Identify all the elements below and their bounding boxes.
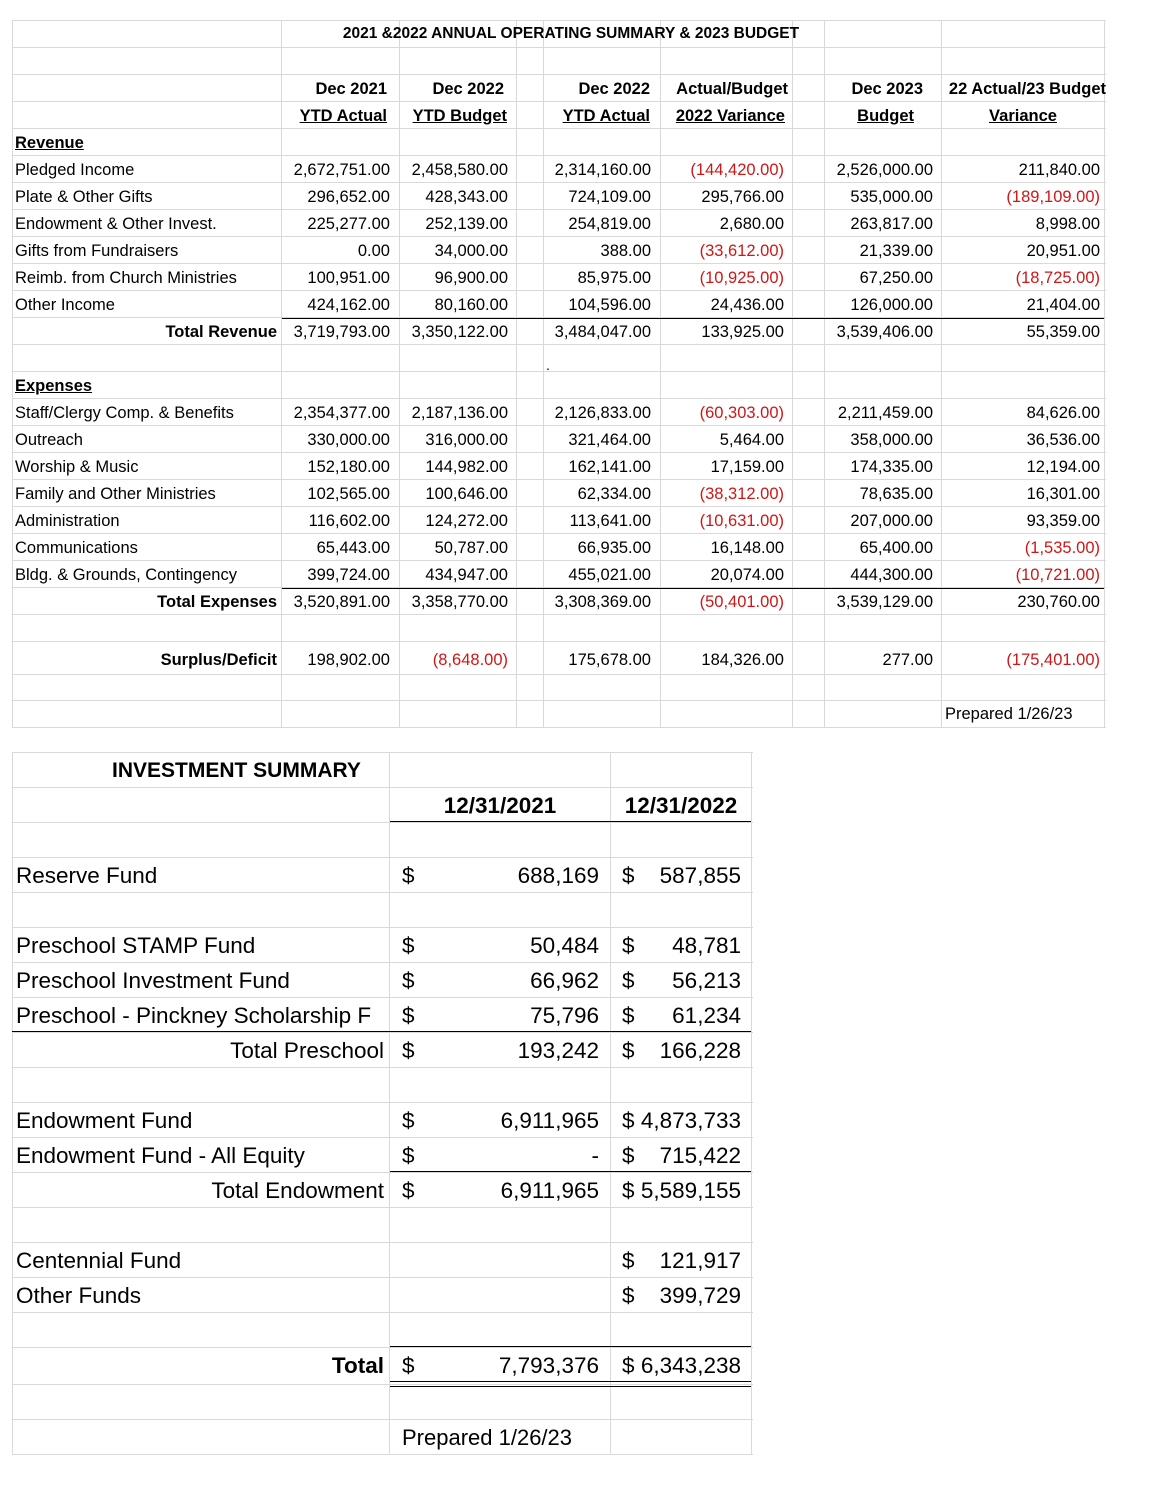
value-cell: 174,335.00 — [850, 458, 933, 476]
value-2021: 688,169 — [517, 863, 599, 888]
value-cell: 2,354,377.00 — [293, 404, 390, 422]
header-actual-budget: Actual/Budget — [676, 80, 788, 98]
value-cell: 65,400.00 — [859, 539, 933, 557]
fund-label: Preschool - Pinckney Scholarship F — [16, 1003, 372, 1028]
row-label: Plate & Other Gifts — [15, 188, 153, 206]
value-cell: (60,303.00) — [699, 404, 784, 422]
currency-symbol: $ — [622, 863, 635, 888]
currency-symbol: $ — [622, 1353, 635, 1378]
fund-label: Endowment Fund - All Equity — [16, 1143, 305, 1168]
value-cell: 295,766.00 — [701, 188, 784, 206]
currency-symbol: $ — [622, 933, 635, 958]
expenses-heading: Expenses — [15, 377, 93, 395]
value-cell: 225,277.00 — [307, 215, 390, 233]
value-2022: 4,873,733 — [640, 1108, 741, 1133]
value-2022: 166,228 — [659, 1038, 741, 1063]
value-cell: 21,339.00 — [859, 242, 933, 260]
value-cell: 16,148.00 — [710, 539, 784, 557]
value-cell: 116,602.00 — [308, 512, 390, 530]
operating-title: 2021 &2022 ANNUAL OPERATING SUMMARY & 2023 BUDGET — [342, 25, 800, 42]
currency-symbol: $ — [402, 1178, 415, 1203]
value-cell: (10,925.00) — [699, 269, 784, 287]
fund-label: Endowment Fund — [16, 1108, 193, 1133]
value-cell: 162,141.00 — [568, 458, 651, 476]
value-cell: 93,359.00 — [1026, 512, 1100, 530]
grand-total-top-rule — [390, 1346, 751, 1347]
header-ytd-actual-2022: YTD Actual — [562, 107, 650, 125]
value-cell: 277.00 — [882, 651, 933, 669]
value-2022: 5,589,155 — [640, 1178, 741, 1203]
value-cell: 3,484,047.00 — [554, 323, 651, 341]
value-cell: 85,975.00 — [577, 269, 651, 287]
currency-symbol: $ — [622, 1143, 635, 1168]
revenue-heading: Revenue — [15, 134, 84, 152]
value-cell: (50,401.00) — [699, 593, 784, 611]
fund-label: Preschool STAMP Fund — [16, 933, 256, 958]
value-cell: 126,000.00 — [850, 296, 933, 314]
value-cell: 152,180.00 — [307, 458, 390, 476]
currency-symbol: $ — [402, 1038, 415, 1063]
currency-symbol: $ — [402, 1108, 415, 1133]
value-cell: 3,539,129.00 — [836, 593, 933, 611]
row-label: Other Income — [15, 296, 115, 314]
currency-symbol: $ — [402, 933, 415, 958]
currency-symbol: $ — [622, 1038, 635, 1063]
value-cell: 104,596.00 — [568, 296, 651, 314]
value-cell: 207,000.00 — [850, 512, 933, 530]
value-cell: 175,678.00 — [568, 651, 651, 669]
value-cell: 21,404.00 — [1026, 296, 1100, 314]
row-label: Pledged Income — [15, 161, 135, 179]
value-cell: 455,021.00 — [568, 566, 651, 584]
total-preschool-rule — [12, 1031, 751, 1032]
value-2021: 193,242 — [517, 1038, 599, 1063]
value-cell: 2,672,751.00 — [293, 161, 390, 179]
value-cell: 2,126,833.00 — [554, 404, 651, 422]
value-cell: 144,982.00 — [425, 458, 508, 476]
value-2021: 75,796 — [530, 1003, 599, 1028]
value-cell: 55,359.00 — [1026, 323, 1100, 341]
fund-label: Reserve Fund — [16, 863, 158, 888]
value-cell: (38,312.00) — [699, 485, 784, 503]
header-dec2022-budget: Dec 2022 — [432, 80, 504, 98]
header-rule — [390, 821, 751, 822]
currency-symbol: $ — [402, 1353, 415, 1378]
value-cell: 3,520,891.00 — [293, 593, 390, 611]
investment-prepared-note: Prepared 1/26/23 — [402, 1425, 573, 1450]
header-variance: Variance — [989, 107, 1057, 125]
value-cell: 3,308,369.00 — [554, 593, 651, 611]
grand-total-double-rule-1 — [390, 1381, 751, 1382]
row-label: Administration — [15, 512, 120, 530]
value-cell: (18,725.00) — [1015, 269, 1100, 287]
value-cell: 184,326.00 — [701, 651, 784, 669]
value-cell: 67,250.00 — [859, 269, 933, 287]
value-cell: 724,109.00 — [568, 188, 651, 206]
value-cell: 34,000.00 — [434, 242, 508, 260]
value-cell: 198,902.00 — [307, 651, 390, 669]
value-2022: 48,781 — [672, 933, 741, 958]
value-2021: 6,911,965 — [500, 1178, 599, 1203]
fund-label: Centennial Fund — [16, 1248, 182, 1273]
value-cell: 444,300.00 — [850, 566, 933, 584]
stray-mark: . — [546, 357, 550, 373]
row-label: Total Revenue — [165, 323, 277, 341]
value-cell: 65,443.00 — [316, 539, 390, 557]
value-cell: 316,000.00 — [425, 431, 508, 449]
total-expenses-rule — [282, 588, 1104, 589]
row-label: Outreach — [15, 431, 83, 449]
value-cell: (1,535.00) — [1024, 539, 1100, 557]
currency-symbol: $ — [622, 1108, 635, 1133]
value-cell: (10,631.00) — [699, 512, 784, 530]
value-cell: 399,724.00 — [307, 566, 390, 584]
value-cell: 100,646.00 — [425, 485, 508, 503]
currency-symbol: $ — [402, 1143, 415, 1168]
value-cell: (33,612.00) — [699, 242, 784, 260]
fund-label: Other Funds — [16, 1283, 142, 1308]
investment-title: INVESTMENT SUMMARY — [112, 759, 361, 782]
value-cell: 133,925.00 — [701, 323, 784, 341]
header-ytd-actual-2021: YTD Actual — [299, 107, 387, 125]
fund-label: Total Preschool — [230, 1038, 384, 1063]
value-2022: 6,343,238 — [640, 1353, 741, 1378]
currency-symbol: $ — [622, 1178, 635, 1203]
value-cell: 3,350,122.00 — [411, 323, 508, 341]
total-endowment-rule — [390, 1171, 751, 1172]
value-cell: 424,162.00 — [307, 296, 390, 314]
value-cell: 535,000.00 — [850, 188, 933, 206]
value-cell: 0.00 — [357, 242, 390, 260]
value-cell: 296,652.00 — [307, 188, 390, 206]
value-2021 — [432, 1243, 599, 1278]
value-cell: 2,187,136.00 — [411, 404, 508, 422]
value-cell: 84,626.00 — [1026, 404, 1100, 422]
value-cell: 113,641.00 — [569, 512, 651, 530]
header-dec2021: Dec 2021 — [315, 80, 387, 98]
row-label: Staff/Clergy Comp. & Benefits — [15, 404, 234, 422]
value-2022: 587,855 — [659, 863, 741, 888]
value-cell: (10,721.00) — [1015, 566, 1100, 584]
value-cell: 102,565.00 — [307, 485, 390, 503]
value-2021 — [432, 1278, 599, 1313]
value-cell: 8,998.00 — [1035, 215, 1100, 233]
value-cell: 388.00 — [600, 242, 651, 260]
value-cell: (189,109.00) — [1006, 188, 1100, 206]
value-2022: 715,422 — [659, 1143, 741, 1168]
value-cell: 2,211,459.00 — [837, 404, 933, 422]
header-dec2023: Dec 2023 — [851, 80, 923, 98]
value-cell: 330,000.00 — [307, 431, 390, 449]
currency-symbol: $ — [622, 968, 635, 993]
value-cell: 24,436.00 — [710, 296, 784, 314]
value-2021: - — [591, 1143, 599, 1168]
value-2021: 6,911,965 — [500, 1108, 599, 1133]
header-ytd-budget-2022: YTD Budget — [412, 107, 507, 125]
grand-total-double-rule-2 — [390, 1386, 751, 1387]
value-cell: 50,787.00 — [434, 539, 508, 557]
currency-symbol: $ — [402, 1003, 415, 1028]
value-cell: 3,358,770.00 — [411, 593, 508, 611]
row-label: Surplus/Deficit — [160, 651, 277, 669]
value-cell: 78,635.00 — [859, 485, 933, 503]
operating-prepared-note: Prepared 1/26/23 — [945, 705, 1073, 723]
value-cell: 2,314,160.00 — [554, 161, 651, 179]
row-label: Total Expenses — [157, 593, 277, 611]
currency-symbol: $ — [622, 1283, 635, 1308]
header-22-23-variance: 22 Actual/23 Budget — [948, 80, 1106, 98]
row-label: Gifts from Fundraisers — [15, 242, 179, 260]
fund-label: Total — [331, 1353, 384, 1378]
value-cell: (144,420.00) — [690, 161, 784, 179]
value-cell: 12,194.00 — [1026, 458, 1100, 476]
value-cell: 124,272.00 — [425, 512, 508, 530]
value-2022: 399,729 — [659, 1283, 741, 1308]
value-cell: 20,951.00 — [1026, 242, 1100, 260]
value-2022: 56,213 — [672, 968, 741, 993]
currency-symbol: $ — [622, 1248, 635, 1273]
fund-label: Total Endowment — [211, 1178, 384, 1203]
value-2022: 61,234 — [672, 1003, 741, 1028]
row-label: Family and Other Ministries — [15, 485, 216, 503]
value-cell: (175,401.00) — [1006, 651, 1100, 669]
value-cell: 230,760.00 — [1017, 593, 1100, 611]
value-cell: 2,680.00 — [719, 215, 784, 233]
value-cell: 252,139.00 — [425, 215, 508, 233]
value-cell: 5,464.00 — [719, 431, 784, 449]
value-cell: 2,458,580.00 — [411, 161, 508, 179]
value-cell: 2,526,000.00 — [836, 161, 933, 179]
currency-symbol: $ — [622, 1003, 635, 1028]
value-cell: 17,159.00 — [710, 458, 784, 476]
value-cell: 100,951.00 — [307, 269, 390, 287]
row-label: Bldg. & Grounds, Contingency — [15, 566, 237, 584]
value-cell: 80,160.00 — [434, 296, 508, 314]
row-label: Communications — [15, 539, 138, 557]
value-cell: 66,935.00 — [577, 539, 651, 557]
row-label: Endowment & Other Invest. — [15, 215, 217, 233]
operating-summary-sheet — [12, 20, 1106, 728]
value-2021: 66,962 — [530, 968, 599, 993]
investment-col-2021: 12/31/2021 — [443, 793, 557, 818]
value-2021: 7,793,376 — [498, 1353, 599, 1378]
row-label: Worship & Music — [15, 458, 139, 476]
value-cell: 428,343.00 — [425, 188, 508, 206]
value-cell: 211,840.00 — [1018, 161, 1100, 179]
value-cell: 96,900.00 — [434, 269, 508, 287]
value-cell: 16,301.00 — [1026, 485, 1100, 503]
header-2023-budget: Budget — [857, 107, 914, 125]
value-cell: 3,539,406.00 — [836, 323, 933, 341]
value-cell: 254,819.00 — [568, 215, 651, 233]
value-cell: 62,334.00 — [577, 485, 651, 503]
value-cell: 434,947.00 — [425, 566, 508, 584]
currency-symbol: $ — [402, 863, 415, 888]
value-2021: 50,484 — [530, 933, 599, 958]
header-2022-variance: 2022 Variance — [675, 107, 785, 125]
value-cell: 358,000.00 — [850, 431, 933, 449]
investment-col-2022: 12/31/2022 — [624, 793, 738, 818]
value-2022: 121,917 — [659, 1248, 741, 1273]
header-dec2022-actual: Dec 2022 — [578, 80, 650, 98]
value-cell: 3,719,793.00 — [293, 323, 390, 341]
fund-label: Preschool Investment Fund — [16, 968, 290, 993]
row-label: Reimb. from Church Ministries — [15, 269, 237, 287]
value-cell: 36,536.00 — [1026, 431, 1100, 449]
currency-symbol: $ — [402, 968, 415, 993]
value-cell: 20,074.00 — [710, 566, 784, 584]
value-cell: (8,648.00) — [432, 651, 508, 669]
total-revenue-rule — [282, 318, 1104, 319]
value-cell: 321,464.00 — [568, 431, 651, 449]
value-cell: 263,817.00 — [850, 215, 933, 233]
investment-summary-sheet — [12, 752, 753, 1455]
